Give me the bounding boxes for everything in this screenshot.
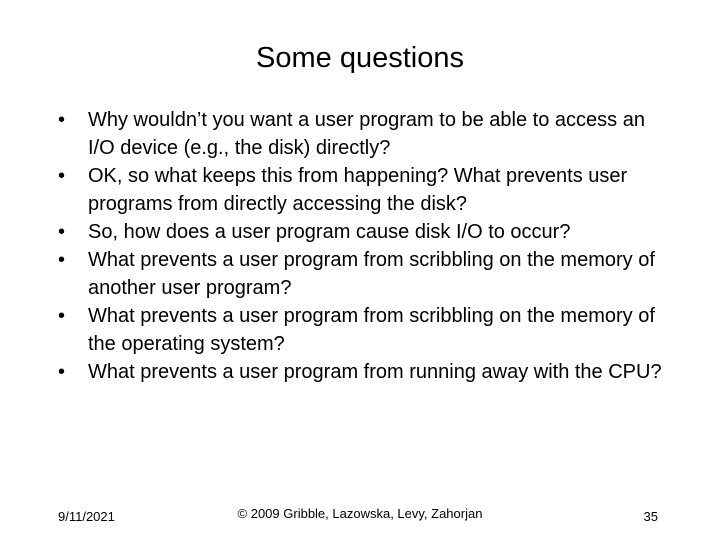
- bullet-item: [58, 106, 668, 162]
- bullet-text: OK, so what keeps this from happening? What prevents user programs from directly accessing the disk?: [88, 165, 628, 215]
- bullet-text: What prevents a user program from scribbling on the memory of the operating system?: [88, 305, 655, 355]
- bullet-icon: •: [58, 109, 66, 131]
- bullet-item: [58, 358, 668, 386]
- bullet-icon: •: [58, 249, 66, 271]
- page-number: 35: [643, 509, 658, 524]
- slide-title: Some questions: [256, 42, 464, 74]
- bullet-icon: •: [58, 305, 66, 327]
- bullet-text: Why wouldn’t you want a user program to be able to access an I/O device (e.g., the disk) directly?: [88, 109, 645, 159]
- bullet-item: [58, 246, 668, 302]
- bullet-item: [58, 162, 668, 218]
- bullet-icon: •: [58, 221, 66, 243]
- bullet-text: So, how does a user program cause disk I/O to occur?: [88, 221, 571, 243]
- footer-date: 9/11/2021: [58, 509, 115, 524]
- footer-copyright: © 2009 Gribble, Lazowska, Levy, Zahorjan: [237, 506, 483, 521]
- bullet-text: What prevents a user program from scribbling on the memory of another user program?: [88, 249, 655, 299]
- bullet-icon: •: [58, 361, 66, 383]
- bullet-item: [58, 302, 668, 358]
- bullet-list: [58, 106, 668, 386]
- bullet-text: What prevents a user program from running away with the CPU?: [88, 361, 662, 383]
- bullet-item: [58, 218, 668, 246]
- bullet-icon: •: [58, 165, 66, 187]
